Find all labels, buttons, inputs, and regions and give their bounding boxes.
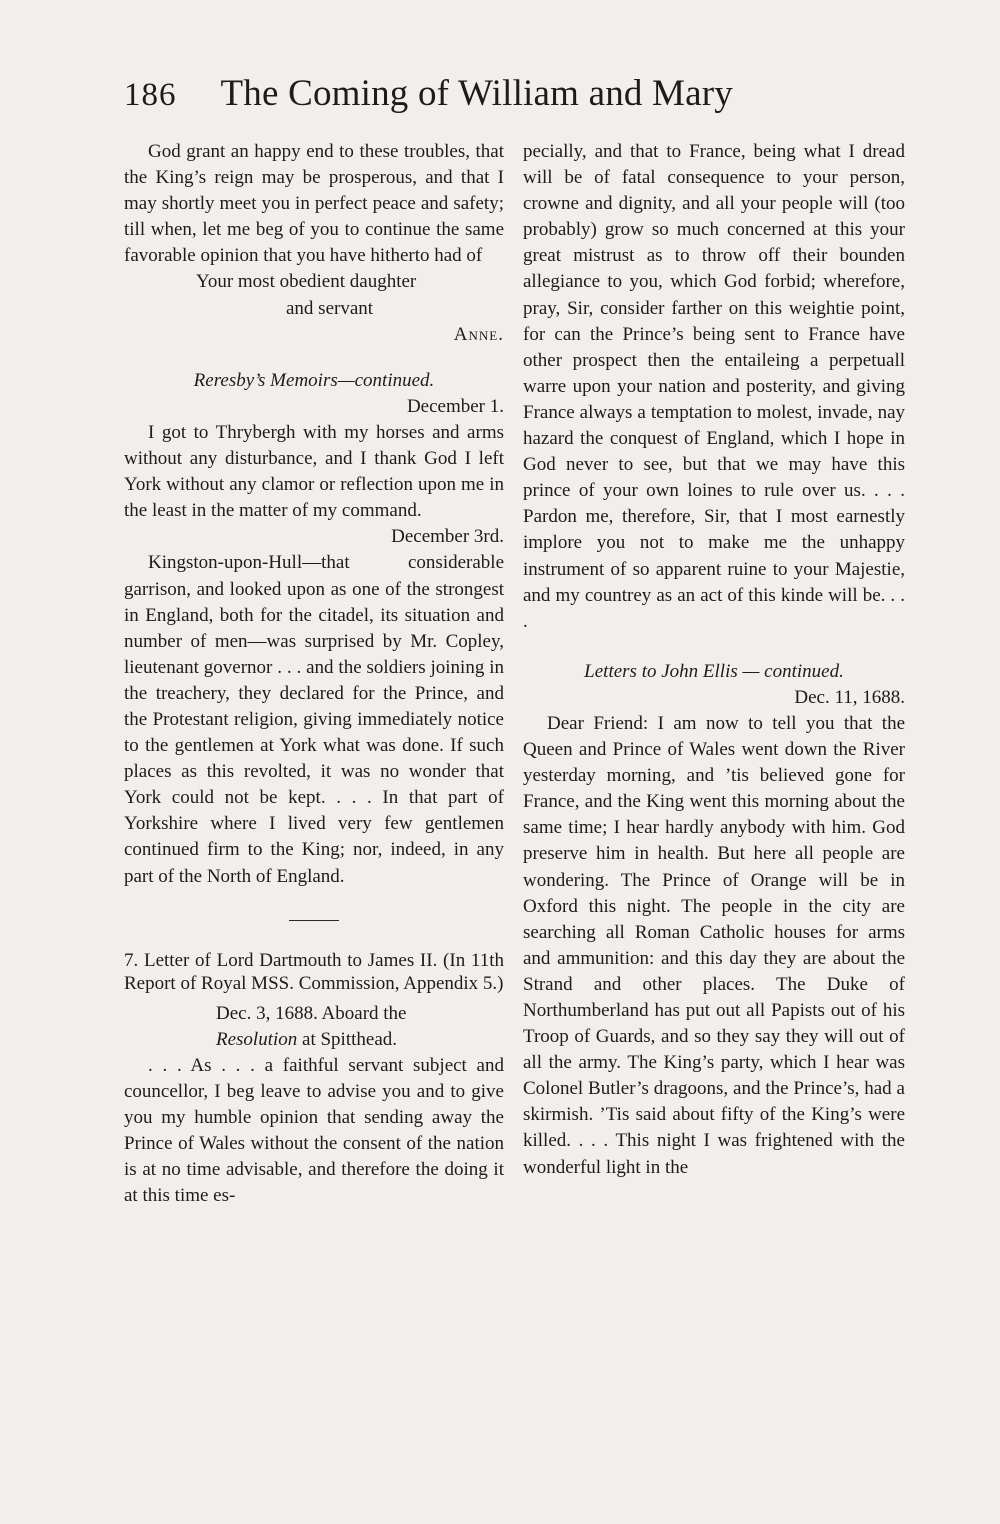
letter-closing-line-1: Your most obedient daughter bbox=[196, 271, 417, 293]
date-december-3: December 3rd. bbox=[391, 526, 504, 548]
ellis-letters-heading: Letters to John Ellis — continued. bbox=[584, 660, 844, 682]
ship-name: Resolution bbox=[216, 1028, 298, 1050]
reresby-paragraph-2: Kingston-upon-Hull—that considerable garrison, and looked upon as one of the strongest in England, both for the citadel, its situation and number of men—was surprised by Mr. Copley, lieutenant governor . . . and the soldiers joining in the treachery, they declared for the Prince, and the Protestant religion, giving immediately notice to the gentlemen at York what was done. If such places as this revolted, it was no wonder that York could not be kept. . . . In that part of Yorkshire where I lived very few gentlemen continued firm to the King; nor, indeed, in any part of the North of England. bbox=[124, 552, 504, 887]
document-7-dateline: Dec. 3, 1688. Aboard the bbox=[216, 1002, 407, 1024]
page-header bbox=[124, 72, 814, 128]
letter-closing-line-2: and servant bbox=[286, 297, 374, 319]
section-divider bbox=[289, 920, 339, 921]
reresby-memoirs-heading: Reresby’s Memoirs—continued. bbox=[193, 369, 435, 391]
ellis-date: Dec. 11, 1688. bbox=[794, 686, 905, 708]
running-title: The Coming of William and Mary bbox=[220, 73, 733, 114]
letter-ending-paragraph: God grant an happy end to these troubles, that the King’s reign may be prosperous, and that I may shortly meet you in perfect peace and safety; till when, let me beg of you to continue the same favorable opinion that you have hitherto had of bbox=[124, 141, 504, 267]
page-number: 186 bbox=[124, 77, 177, 113]
letter-signature: Anne. bbox=[453, 323, 504, 345]
date-december-1: December 1. bbox=[406, 395, 504, 417]
right-column bbox=[523, 139, 905, 1181]
document-7-title: 7. Letter of Lord Dartmouth to James II. (In 11th Report of Royal MSS. Commission, Appendix 5.) bbox=[124, 949, 504, 994]
document-7-location bbox=[124, 1027, 504, 1053]
ellis-letter-paragraph: Dear Friend: I am now to tell you that the Queen and Prince of Wales went down the River yesterday morning, and ’tis believed gone for France, and the King went this morning about the same time; I hear hardly anybody with him. God preserve him in health. But here all people are wondering. The Prince of Orange will be in Oxford this night. The people in the city are searching all Roman Catholic houses for arms and ammunition: and this day they are about the Strand and other places. The Duke of Northumberland has put out all Papists out of his Troop of Guards, and so they say they will out of all the army. The King’s party, which I hear was Colonel Butler’s dragoons, and the Prince’s, had a skirmish. ’Tis said about fifty of the King’s were killed. . . . This night I was frightened with the wonderful light in the bbox=[523, 712, 905, 1178]
left-column bbox=[124, 139, 504, 1209]
reresby-paragraph-1: I got to Thrybergh with my horses and arms without any disturbance, and I thank God I left York without any clamor or reflection upon me in the least in the matter of my command. bbox=[124, 421, 504, 522]
location-text: at Spitthead. bbox=[297, 1028, 398, 1050]
dartmouth-letter-paragraph: . . . As . . . a faithful servant subject and councellor, I beg leave to advise you and to give you my humble opinion that sending away the Prince of Wales without the consent of the nation is at no time advisable, and therefore the doing it at this time es- bbox=[124, 1054, 504, 1207]
dartmouth-letter-continuation: pecially, and that to France, being what I dread will be of fatal consequence to your person, crowne and dignity, and all your people will (too probably) grow so much concerned at this your great mistrust as to throw off their bounden allegiance to you, which God forbid; wherefore, pray, Sir, consider farther on this weightie point, for can the Prince’s being sent to France have other prospect then the entaileing a perpetuall warre upon your nation and posterity, and giving France always a temptation to molest, invade, nay hazard the conquest of England, which I hope in God never to see, but that we may have this prince of your own loines to rule over us. . . . Pardon me, therefore, Sir, that I most earnestly implore you not to make me the unhappy instrument of so apparent ruine to your Majestie, and my countrey as an act of this kinde will be. . . . bbox=[523, 141, 905, 632]
